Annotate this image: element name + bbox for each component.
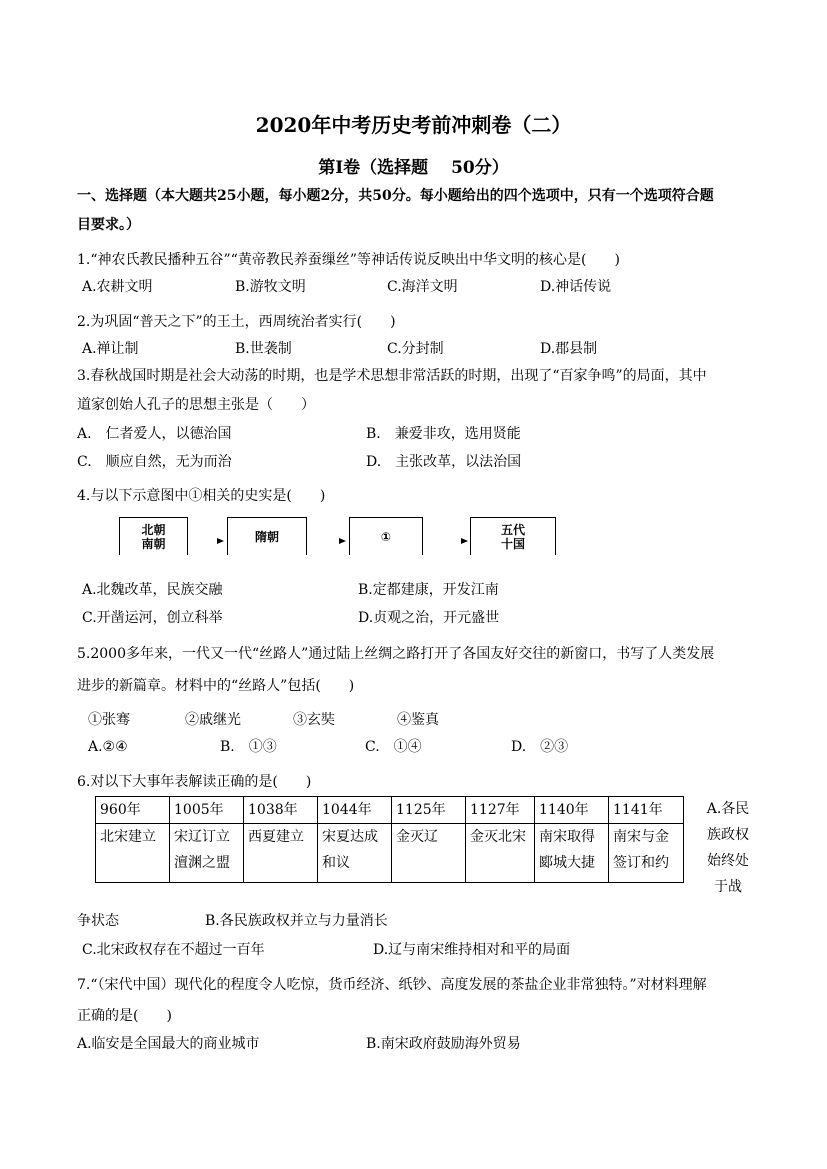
q7-option-a: A.临安是全国最大的商业城市 <box>77 1036 260 1052</box>
q5-item-1: ①张骞 <box>88 712 130 728</box>
q3-option-b: B. 兼爱非攻，选用贤能 <box>366 426 521 442</box>
flow-box-nanbei-line2: 南朝 <box>141 537 166 551</box>
q3-stem-line1: 3.春秋战国时期是社会大动荡的时期，也是学术思想非常活跃的时期，出现了“百家争鸣”的局面，其中 <box>77 368 707 384</box>
table-cell-event <box>466 824 535 883</box>
flow-box-sui <box>227 517 307 555</box>
table-row-events <box>96 824 684 883</box>
q2-option-a: A.禅让制 <box>82 341 139 357</box>
flow-box-nanbei-line1: 北朝 <box>141 523 166 537</box>
q5-stem-line2: 进步的新篇章。材料中的“丝路人”包括( ) <box>77 678 355 694</box>
q1-option-b: B.游牧文明 <box>235 279 306 295</box>
q4-option-d: D.贞观之治，开元盛世 <box>358 610 500 626</box>
table-cell-event <box>318 824 392 883</box>
table-cell-year: 1140年 <box>535 797 609 824</box>
q2-stem: 2.为巩固“普天之下”的王土，西周统治者实行( ) <box>77 314 396 330</box>
event-line1: 金灭辽 <box>396 829 438 845</box>
q4-option-c: C.开凿运河，创立科举 <box>82 610 223 626</box>
event-line1: 北宋建立 <box>100 829 156 845</box>
table-cell-year: 1125年 <box>392 797 466 824</box>
event-line2: 郾城大捷 <box>539 855 595 871</box>
q1-option-a: A.农耕文明 <box>82 279 153 295</box>
table-cell-year: 1038年 <box>244 797 318 824</box>
q5-option-c: C. ①④ <box>365 739 422 755</box>
q6-option-a-tail: 争状态 <box>77 913 119 929</box>
section-heading-line1: 一、选择题（本大题共25小题，每小题2分，共50分。每小题给出的四个选项中，只有一个选项符合题 <box>77 188 714 204</box>
flow-arrow-1 <box>217 538 224 544</box>
q1-option-c: C.海洋文明 <box>387 279 458 295</box>
table-cell-event <box>609 824 684 883</box>
q2-option-c: C.分封制 <box>387 341 444 357</box>
q5-item-2: ②戚继光 <box>185 712 241 728</box>
q5-stem-line1: 5.2000多年来，一代又一代“丝路人”通过陆上丝绸之路打开了各国友好交往的新窗口，书写了人类发展 <box>77 646 715 662</box>
q7-stem-line2: 正确的是( ) <box>77 1008 172 1024</box>
q6-option-b: B.各民族政权并立与力量消长 <box>205 913 388 929</box>
event-line1: 西夏建立 <box>248 829 304 845</box>
table-cell-year: 960年 <box>96 797 170 824</box>
table-cell-event <box>535 824 609 883</box>
page-title: 2020年中考历史考前冲刺卷（二） <box>255 113 572 137</box>
q1-option-d: D.神话传说 <box>540 279 612 295</box>
q3-option-a: A. 仁者爱人，以德治国 <box>77 426 232 442</box>
q4-option-a: A.北魏改革，民族交融 <box>82 582 223 598</box>
table-cell-event <box>170 824 244 883</box>
q5-item-3: ③玄奘 <box>293 712 335 728</box>
flow-box-sui-line1: 隋朝 <box>254 530 279 544</box>
event-line2: 澶渊之盟 <box>174 855 230 871</box>
q3-option-c: C. 顺应自然，无为而治 <box>77 454 232 470</box>
flow-box-wudai-line1: 五代 <box>500 523 525 537</box>
q5-item-4: ④鉴真 <box>397 712 439 728</box>
q4-stem: 4.与以下示意图中①相关的史实是( ) <box>77 488 326 504</box>
table-cell-year: 1005年 <box>170 797 244 824</box>
q5-option-b: B. ①③ <box>220 739 277 755</box>
q1-stem: 1.“神农氏教民播种五谷”“黄帝教民养蚕缫丝”等神话传说反映出中华文明的核心是( ) <box>77 252 620 268</box>
table-row-years <box>96 797 684 824</box>
q6-option-d: D.辽与南宋维持相对和平的局面 <box>373 942 571 958</box>
flow-box-blank <box>349 517 423 555</box>
event-line2: 签订和约 <box>613 855 669 871</box>
flow-box-nanbei <box>119 517 188 555</box>
table-cell-year: 1141年 <box>609 797 684 824</box>
chronology-table <box>95 796 684 883</box>
flow-box-wudai <box>470 517 556 555</box>
q7-stem-line1: 7.“（宋代中国）现代化的程度令人吃惊，货币经济、纸钞、高度发展的茶盐企业非常独特。”对材料理解 <box>77 977 707 993</box>
q4-option-b: B.定都建康，开发江南 <box>358 582 499 598</box>
event-line1: 金灭北宋 <box>470 829 526 845</box>
table-cell-year: 1127年 <box>466 797 535 824</box>
section-heading-line2: 目要求。） <box>77 217 140 233</box>
table-cell-event <box>96 824 170 883</box>
event-line1: 南宋取得 <box>539 829 595 845</box>
event-line1: 南宋与金 <box>613 829 669 845</box>
q6-stem: 6.对以下大事年表解读正确的是( ) <box>77 774 312 790</box>
q6-option-a: A.各民族政权始终处于战 <box>706 801 750 895</box>
q2-option-d: D.郡县制 <box>540 341 598 357</box>
section-subtitle: 第Ⅰ卷（选择题 50分） <box>318 158 509 178</box>
q3-option-d: D. 主张改革，以法治国 <box>366 454 522 470</box>
event-line2: 和议 <box>322 855 350 871</box>
q6-option-c: C.北宋政权存在不超过一百年 <box>82 942 265 958</box>
flow-arrow-2 <box>339 538 346 544</box>
table-cell-event <box>392 824 466 883</box>
table-cell-event <box>244 824 318 883</box>
event-line1: 宋辽订立 <box>174 829 230 845</box>
flow-box-wudai-line2: 十国 <box>500 537 525 551</box>
q7-option-b: B.南宋政府鼓励海外贸易 <box>366 1036 521 1052</box>
event-line1: 宋夏达成 <box>322 829 378 845</box>
table-cell-year: 1044年 <box>318 797 392 824</box>
q2-option-b: B.世袭制 <box>235 341 292 357</box>
flow-box-blank-line1: ① <box>380 530 392 544</box>
q5-option-a: A.②④ <box>88 739 128 755</box>
q3-stem-line2: 道家创始人孔子的思想主张是（ ） <box>77 397 315 413</box>
q5-option-d: D. ②③ <box>511 739 569 755</box>
flow-arrow-3 <box>461 538 468 544</box>
